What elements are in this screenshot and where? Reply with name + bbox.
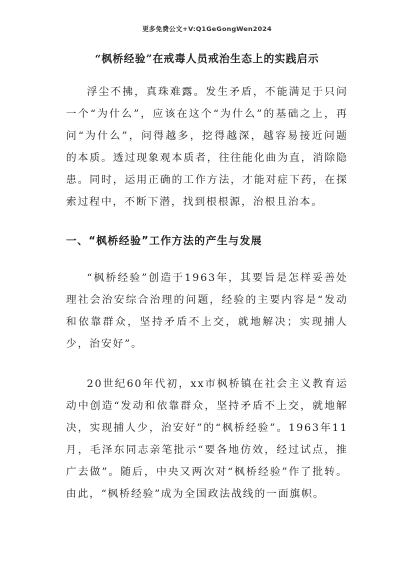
history-paragraph: 20世纪60年代初，xx市枫桥镇在社会主义教育运动中创造“发动和依靠群众，坚持矛盾不上交，就地解决，实现捕人少，治安好”的“枫桥经验”。1963年11月，毛泽东同志亲笔批示“要各地仿效，经过试点，推广去做”。随后，中央又两次对“枫桥经验”作了批转。由此，“枫桥经验”成为全国政法战线的一面旗帜。 [66, 378, 348, 500]
section-heading: 一、“枫桥经验”工作方法的产生与发展 [66, 235, 263, 247]
document-title: “枫桥经验”在戒毒人员戒治生态上的实践启示 [94, 53, 320, 65]
origin-paragraph: “枫桥经验”创造于1963年，其要旨是怎样妥善处理社会治安综合治理的问题，经验的主要内容是“发动和依靠群众，坚持矛盾不上交，就地解决；实现捕人少，治安好”。 [66, 272, 348, 350]
page-header: 更多免费公文+V:Q1GeGongWen2024 [142, 25, 272, 33]
intro-paragraph: 浮尘不拂，真珠难露。发生矛盾，不能满足于只问一个“为什么”，应该在这个“为什么”的基础之上，再问“为什么”，问得越多，挖得越深，越容易接近问题的本质。透过现象观本质者，往往能化曲为直，消除隐患。同时，运用正确的工作方法，才能对症下药，在探索过程中，不断下潜，找到根根源，治根且治本。 [66, 86, 348, 208]
